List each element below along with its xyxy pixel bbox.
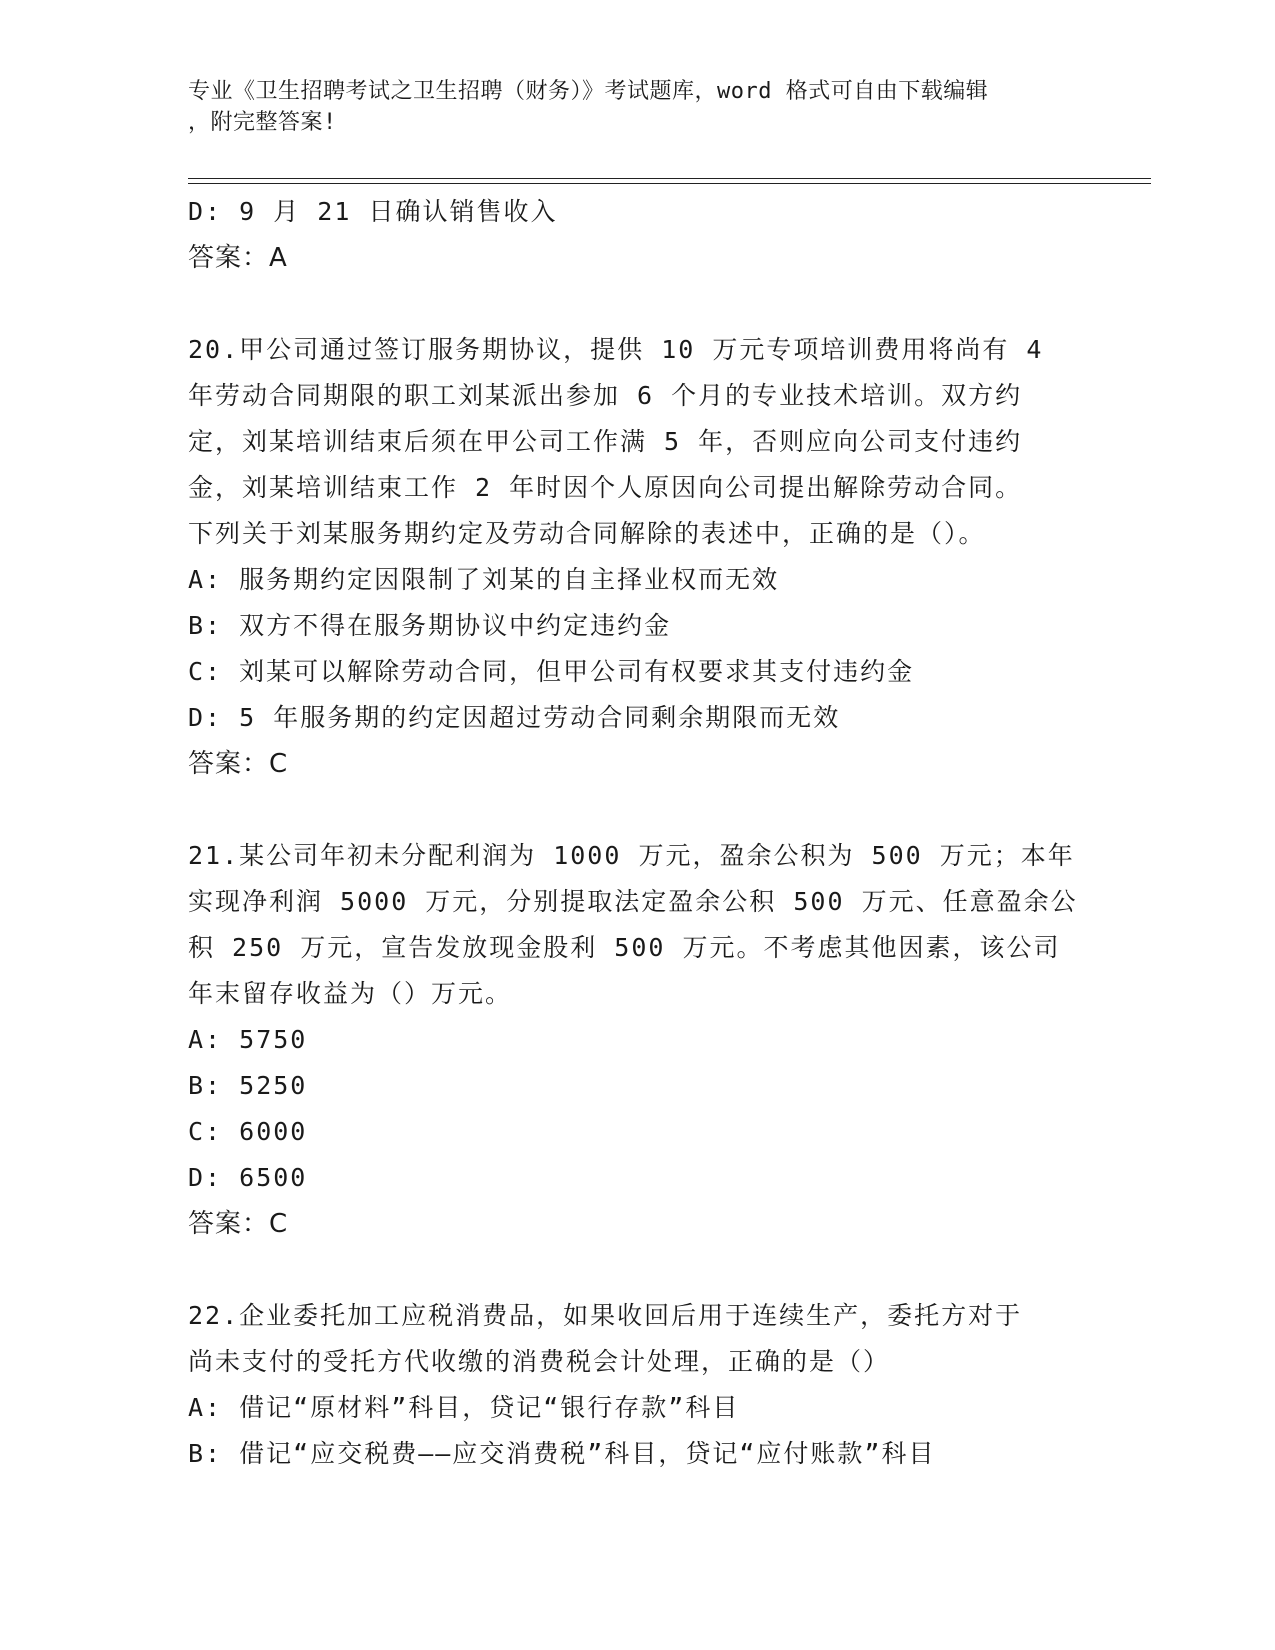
q21-option-b: B: 5250	[188, 1071, 308, 1100]
spacer	[188, 787, 1088, 833]
q19-answer: 答案：A	[188, 243, 288, 273]
q20-stem-line: 年劳动合同期限的职工刘某派出参加 6 个月的专业技术培训。双方约	[188, 381, 1023, 410]
q20-option-d: D: 5 年服务期的约定因超过劳动合同剩余期限而无效	[188, 703, 841, 732]
q22-stem-line: 尚未支付的受托方代收缴的消费税会计处理，正确的是（）	[188, 1347, 891, 1376]
q21-option-c: C: 6000	[188, 1117, 308, 1146]
q20-stem-line: 下列关于刘某服务期约定及劳动合同解除的表述中，正确的是（）。	[188, 519, 986, 548]
q20-option-c: C: 刘某可以解除劳动合同，但甲公司有权要求其支付违约金	[188, 657, 915, 686]
header-divider-top	[188, 178, 1151, 179]
header-line-2: ，附完整答案!	[188, 110, 337, 135]
q22-option-b: B: 借记“应交税费——应交消费税”科目，贷记“应付账款”科目	[188, 1439, 936, 1468]
q21-answer: 答案：C	[188, 1209, 289, 1239]
header-divider-bottom	[188, 183, 1151, 184]
q21-stem-line: 积 250 万元，宣告发放现金股利 500 万元。不考虑其他因素，该公司	[188, 933, 1061, 962]
q20-option-a: A: 服务期约定因限制了刘某的自主择业权而无效	[188, 565, 780, 594]
q20-answer: 答案：C	[188, 749, 289, 779]
q20-option-b: B: 双方不得在服务期协议中约定违约金	[188, 611, 672, 640]
q22-stem-line: 22.企业委托加工应税消费品，如果收回后用于连续生产，委托方对于	[188, 1301, 1023, 1330]
q20-stem-line: 定，刘某培训结束后须在甲公司工作满 5 年，否则应向公司支付违约	[188, 427, 1023, 456]
page-header	[188, 76, 1068, 138]
q22-option-a: A: 借记“原材料”科目，贷记“银行存款”科目	[188, 1393, 740, 1422]
q21-stem-line: 实现净利润 5000 万元，分别提取法定盈余公积 500 万元、任意盈余公	[188, 887, 1078, 916]
q20-stem-line: 20.甲公司通过签订服务期协议，提供 10 万元专项培训费用将尚有 4	[188, 335, 1044, 364]
q21-stem-line: 年末留存收益为（）万元。	[188, 979, 513, 1008]
header-line-1: 专业《卫生招聘考试之卫生招聘（财务）》考试题库，word 格式可自由下载编辑	[188, 79, 989, 104]
document-body	[188, 189, 1088, 1477]
q21-stem-line: 21.某公司年初未分配利润为 1000 万元，盈余公积为 500 万元；本年	[188, 841, 1075, 870]
q21-option-d: D: 6500	[188, 1163, 308, 1192]
q21-option-a: A: 5750	[188, 1025, 308, 1054]
spacer	[188, 281, 1088, 327]
spacer	[188, 1247, 1088, 1293]
q19-option-d: D: 9 月 21 日确认销售收入	[188, 197, 558, 226]
q20-stem-line: 金，刘某培训结束工作 2 年时因个人原因向公司提出解除劳动合同。	[188, 473, 1023, 502]
